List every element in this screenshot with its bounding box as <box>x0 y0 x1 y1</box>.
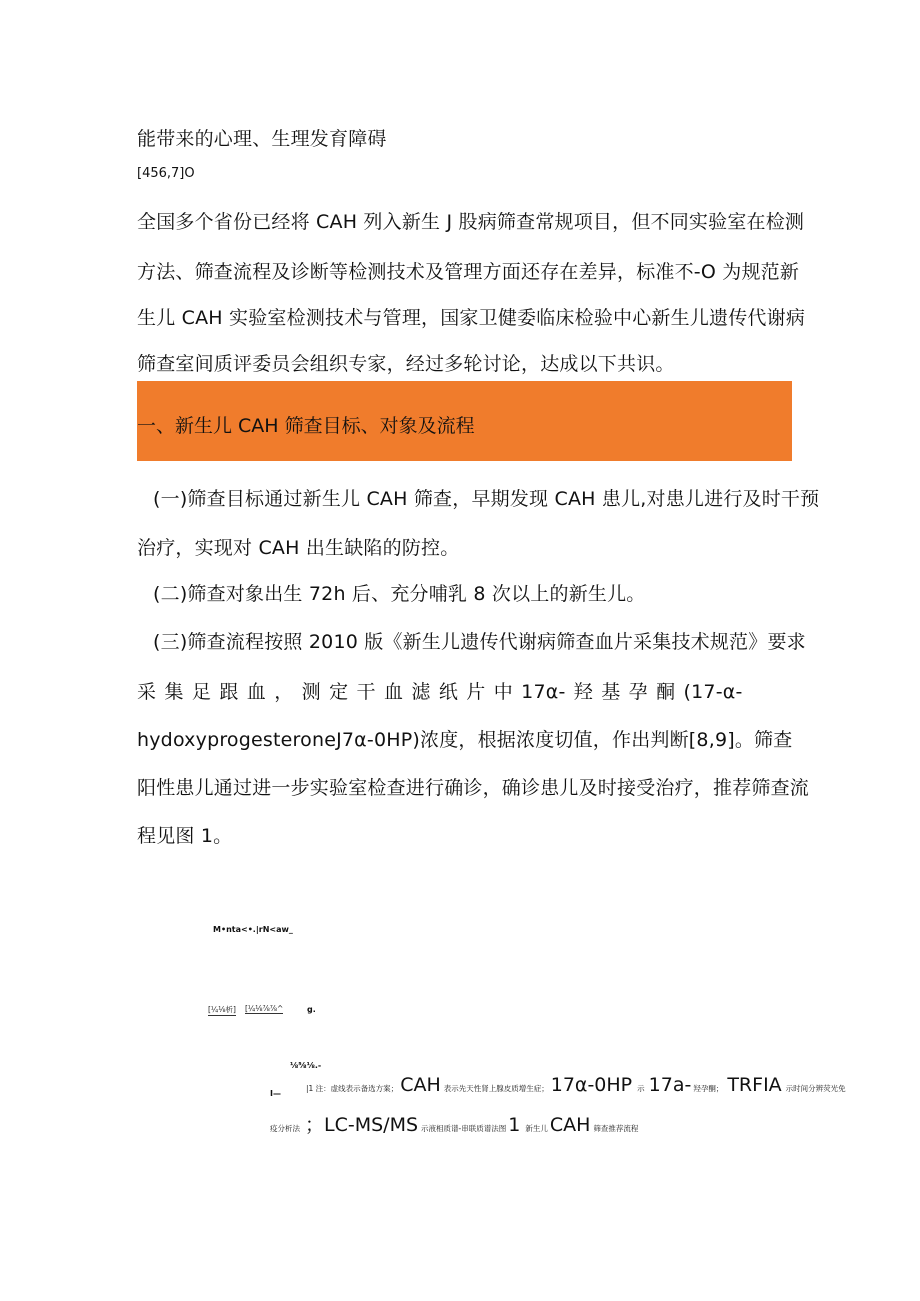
figure-label: I— <box>270 1089 281 1098</box>
section-header-bar <box>137 381 792 461</box>
item3-line: (三)筛查流程按照 2010 版《新生儿遗传代谢病筛查血片采集技术规范》要求 <box>153 631 806 653</box>
note-term: CAH <box>400 1074 441 1096</box>
note-text: 表示先天性肾上腺皮质增生症； <box>443 1084 549 1093</box>
note-term: CAH <box>549 1114 591 1136</box>
intro-para-line: 筛查室间质评委员会组织专家，经过多轮讨论，达成以下共识。 <box>137 353 675 375</box>
note-text: 筛查推荐流程 <box>593 1124 639 1133</box>
item1-line: 治疗，实现对 CAH 出生缺陷的防控。 <box>137 537 460 559</box>
figure-label: [¼⅛析] <box>208 1005 236 1014</box>
note-term: ；LC-MS/MS <box>305 1114 419 1136</box>
item3-line: 程见图 1。 <box>137 825 233 847</box>
intro-para-line: 全国多个省份已经将 CAH 列入新生 J 股病筛查常规项目，但不同实验室在检测 <box>137 211 805 233</box>
figure-note-line-2 <box>270 1110 638 1137</box>
item3-line: 阳性患儿通过进一步实验室检查进行确诊，确诊患儿及时接受治疗，推荐筛查流 <box>137 777 810 799</box>
intro-para-line: 生儿 CAH 实验室检测技术与管理，国家卫健委临床检验中心新生儿遗传代谢病 <box>137 307 806 329</box>
figure-note-line-1 <box>306 1074 846 1096</box>
item3-line: hydoxyprogesteroneJ7α-0HP)浓度，根据浓度切值，作出判断[8,9]。筛查 <box>137 729 793 751</box>
note-term: TRFIA <box>727 1074 782 1096</box>
note-text: 疫分析法 <box>270 1124 300 1133</box>
note-text: |1 注：虚线表示备选方案； <box>306 1084 399 1093</box>
figure-label: ⅛⅝⅛.- <box>290 1061 322 1070</box>
note-text: 示时间分辨荧光免 <box>785 1084 846 1093</box>
intro-para-line: 方法、筛查流程及诊断等检测技术及管理方面还存在差异，标准不-O 为规范新 <box>137 261 800 283</box>
intro-line-top: 能带来的心理、生理发育障碍 <box>137 128 387 150</box>
note-term: 1 <box>508 1114 521 1136</box>
reference-marker: [456,7]O <box>137 166 195 181</box>
item3-line: 采 集 足 跟 血 ， 测 定 干 血 滤 纸 片 中 17α- 羟 基 孕 酮 (17-α- <box>137 681 743 703</box>
section-title: 一、新生儿 CAH 筛查目标、对象及流程 <box>137 415 475 437</box>
item2-line: (二)筛查对象出生 72h 后、充分哺乳 8 次以上的新生儿。 <box>153 583 646 605</box>
note-term: 17a- <box>648 1074 692 1096</box>
figure-label: M•nta<•.|rN<aw_ <box>213 925 293 934</box>
note-text: 新生儿 <box>525 1124 548 1133</box>
note-text: 示 <box>637 1084 645 1093</box>
note-term: 17α-0HP <box>550 1074 633 1096</box>
note-text: 羟孕酮； <box>693 1084 724 1093</box>
note-text: 示液相质谱-串联质谱法图 <box>421 1124 507 1133</box>
figure-label: g. <box>307 1005 316 1014</box>
item1-line: (一)筛查目标通过新生儿 CAH 筛查，早期发现 CAH 患儿,对患儿进行及时干预 <box>153 488 820 510</box>
figure-label: [¼⅛⅞⅞^ <box>245 1004 284 1013</box>
